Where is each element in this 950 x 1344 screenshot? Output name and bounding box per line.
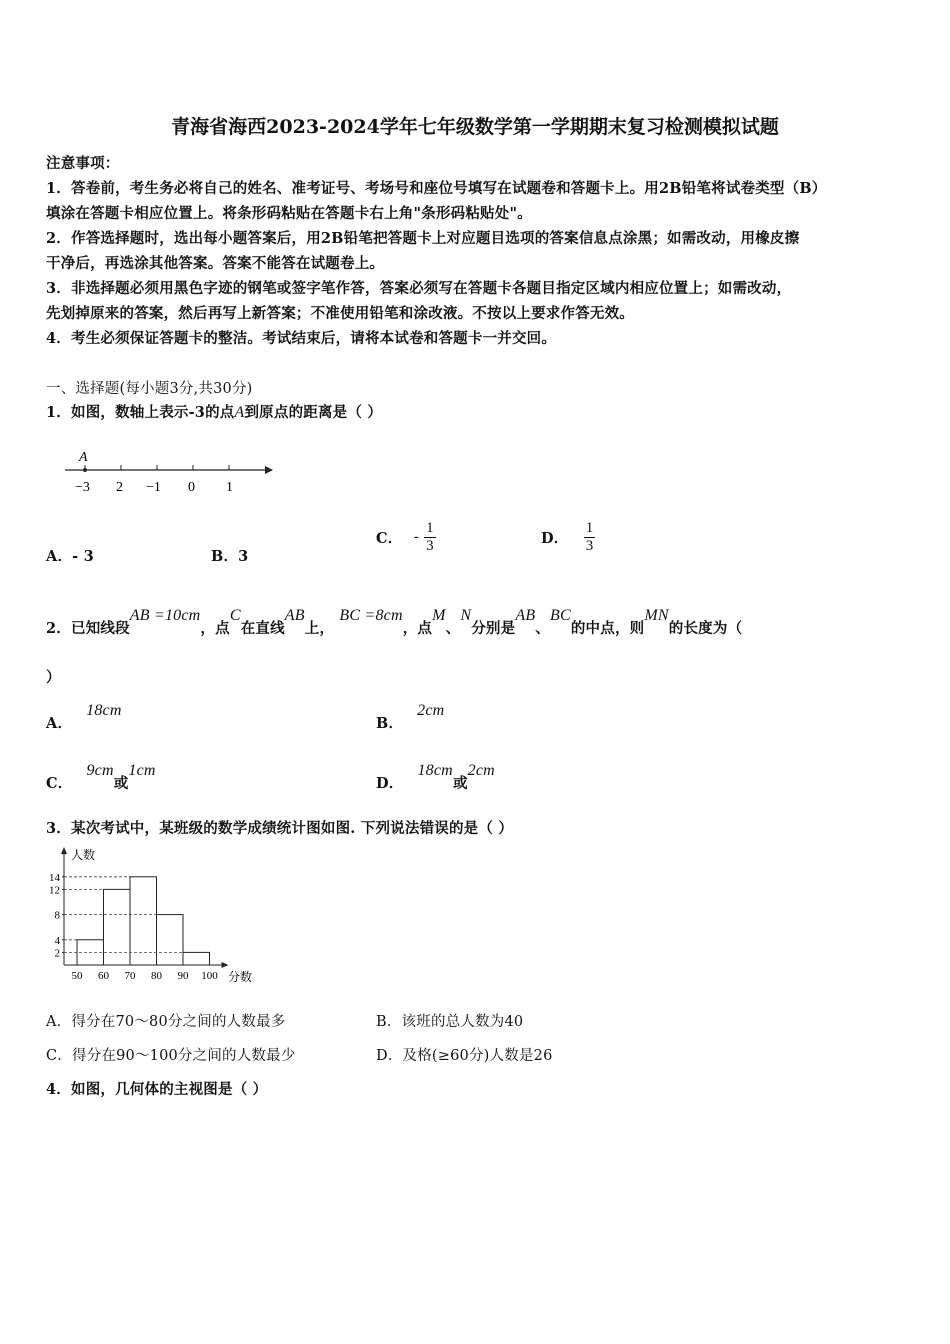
question-4-stem: 4．如图，几何体的主视图是（ ） [46, 1081, 268, 1098]
q1-option-c[interactable] [376, 520, 436, 555]
option-math: 2cm [417, 702, 445, 719]
q2-text: 2．已知线段 [46, 620, 130, 637]
histogram-bar [104, 889, 131, 965]
option-text: - 3 [72, 548, 94, 565]
option-math: 18cm [86, 702, 122, 719]
histogram-bar [130, 877, 157, 965]
q2-close-paren: ） [46, 669, 61, 686]
fraction-denominator: 3 [585, 538, 594, 554]
section-heading: 一、选择题(每小题3分,共30分) [46, 381, 253, 397]
fraction [584, 520, 596, 555]
option-or: 或 [452, 775, 468, 792]
q1-option-a[interactable] [46, 545, 94, 566]
histogram-bar [157, 915, 184, 965]
point-a-dot [83, 468, 87, 472]
y-tick-label: 8 [54, 909, 60, 922]
q2-text: 的长度为（ [668, 620, 743, 637]
option-label: A． [46, 548, 73, 565]
q2-option-c[interactable] [46, 759, 156, 792]
q2-option-d[interactable] [376, 759, 495, 792]
q3-option-a[interactable]: A．得分在70～80分之间的人数最多 [46, 1014, 286, 1030]
number-line-arrow [265, 466, 273, 474]
number-line-figure [60, 448, 280, 498]
question-2-stem [46, 604, 743, 637]
notes-line: 3．非选择题必须用黑色字迹的钢笔或签字笔作答，答案必须写在答题卡各题目指定区域内相应位置上；如需改动， [46, 280, 792, 297]
point-a-label: A [79, 450, 88, 465]
notes-line: 先划掉原来的答案，然后再写上新答案；不准使用铅笔和涂改液。不按以上要求作答无效。 [46, 305, 634, 322]
q3-option-b[interactable]: B．该班的总人数为40 [376, 1014, 524, 1030]
notes-line: 4．考生必须保证答题卡的整洁。考试结束后，请将本试卷和答题卡一并交回。 [46, 330, 557, 347]
question-3-stem: 3．某次考试中，某班级的数学成绩统计图如图. 下列说法错误的是（ ） [46, 820, 514, 837]
q2-math: MN [644, 607, 669, 624]
q2-text: 的中点，则 [570, 620, 645, 637]
q2-math: M [432, 607, 446, 624]
notes-line: 干净后，再选涂其他答案。答案不能答在试题卷上。 [46, 255, 385, 272]
q1-stem-b: 到原点的距离是（ ） [244, 404, 383, 421]
q2-text: 、 [445, 620, 461, 637]
fraction [424, 520, 436, 555]
y-tick-label: 4 [54, 934, 60, 947]
histogram-marks [49, 847, 229, 982]
tick-label: −3 [75, 480, 90, 495]
q2-math: C [229, 607, 241, 624]
option-label: C． [46, 775, 73, 792]
q2-math: AB [515, 607, 536, 624]
q2-math: BC [550, 607, 571, 624]
notes-line: 2．作答选择题时，选出每小题答案后，用2B铅笔把答题卡上对应题目选项的答案信息点涂黑；如需改动，用橡皮擦 [46, 230, 800, 247]
q2-math: AB =10cm [129, 607, 201, 624]
y-tick-label: 12 [49, 884, 60, 897]
histogram-bar [183, 952, 210, 965]
x-tick-label: 100 [201, 970, 218, 982]
q2-option-b[interactable] [376, 699, 445, 732]
notes-heading: 注意事项： [46, 155, 120, 172]
page-title: 青海省海西2023-2024学年七年级数学第一学期期末复习检测模拟试题 [171, 116, 779, 138]
fraction-denominator: 3 [426, 538, 434, 554]
q2-math: BC =8cm [339, 607, 403, 624]
q1-var: A [234, 404, 245, 421]
y-tick-label: 2 [54, 947, 60, 960]
histogram-chart [40, 843, 265, 988]
q2-math: AB [284, 607, 305, 624]
option-math: 2cm [467, 762, 495, 779]
y-axis-label: 人数 [71, 848, 96, 862]
x-tick-label: 90 [177, 970, 189, 982]
option-math: 18cm [417, 762, 453, 779]
notes-line: 1．答卷前，考生务必将自己的姓名、准考证号、考场号和座位号填写在试题卷和答题卡上。用2B铅笔将试卷类型（B） [46, 180, 827, 197]
option-math: 9cm [86, 762, 114, 779]
option-label: B． [376, 715, 404, 732]
q2-text: 分别是 [471, 620, 516, 637]
fraction-numerator: 1 [585, 520, 594, 536]
tick-label: −1 [146, 480, 161, 495]
tick-label: 2 [116, 480, 123, 495]
x-tick-label: 50 [71, 970, 83, 982]
q1-option-b[interactable] [211, 545, 248, 566]
tick-label: 1 [226, 480, 233, 495]
q2-text: 上， [304, 620, 335, 637]
question-1-stem [46, 401, 382, 422]
q2-text: 、 [535, 620, 550, 637]
tick-label: 0 [188, 480, 195, 495]
option-sign: - [413, 529, 419, 545]
option-math: 1cm [128, 762, 156, 779]
fraction-numerator: 1 [426, 520, 434, 536]
option-text: 3 [238, 548, 249, 565]
q2-text: ，点 [200, 620, 230, 637]
q2-option-a[interactable] [46, 699, 122, 732]
option-label: A． [46, 715, 73, 732]
q2-text: 在直线 [240, 620, 285, 637]
q3-option-c[interactable]: C．得分在90～100分之间的人数最少 [46, 1048, 296, 1064]
y-axis-arrow [61, 847, 67, 854]
q3-option-d[interactable]: D．及格(≥60分)人数是26 [376, 1048, 553, 1064]
option-or: 或 [113, 775, 129, 792]
y-tick-label: 14 [49, 871, 60, 884]
x-tick-label: 70 [124, 970, 136, 982]
q1-option-d[interactable] [541, 520, 595, 555]
x-axis-label: 分数 [228, 970, 253, 984]
x-tick-label: 60 [98, 970, 109, 982]
option-label: D． [376, 775, 404, 792]
q2-math: N [460, 607, 472, 624]
x-axis-arrow [222, 962, 229, 968]
notes-line: 填涂在答题卡相应位置上。将条形码粘贴在答题卡右上角"条形码粘贴处"。 [46, 205, 532, 222]
x-tick-label: 80 [151, 970, 162, 982]
q2-text: ，点 [402, 620, 433, 637]
option-label: C． [376, 530, 403, 547]
q1-stem-a: 1．如图，数轴上表示-3的点 [46, 404, 235, 421]
option-label: D． [541, 530, 569, 547]
option-label: B． [211, 548, 239, 565]
